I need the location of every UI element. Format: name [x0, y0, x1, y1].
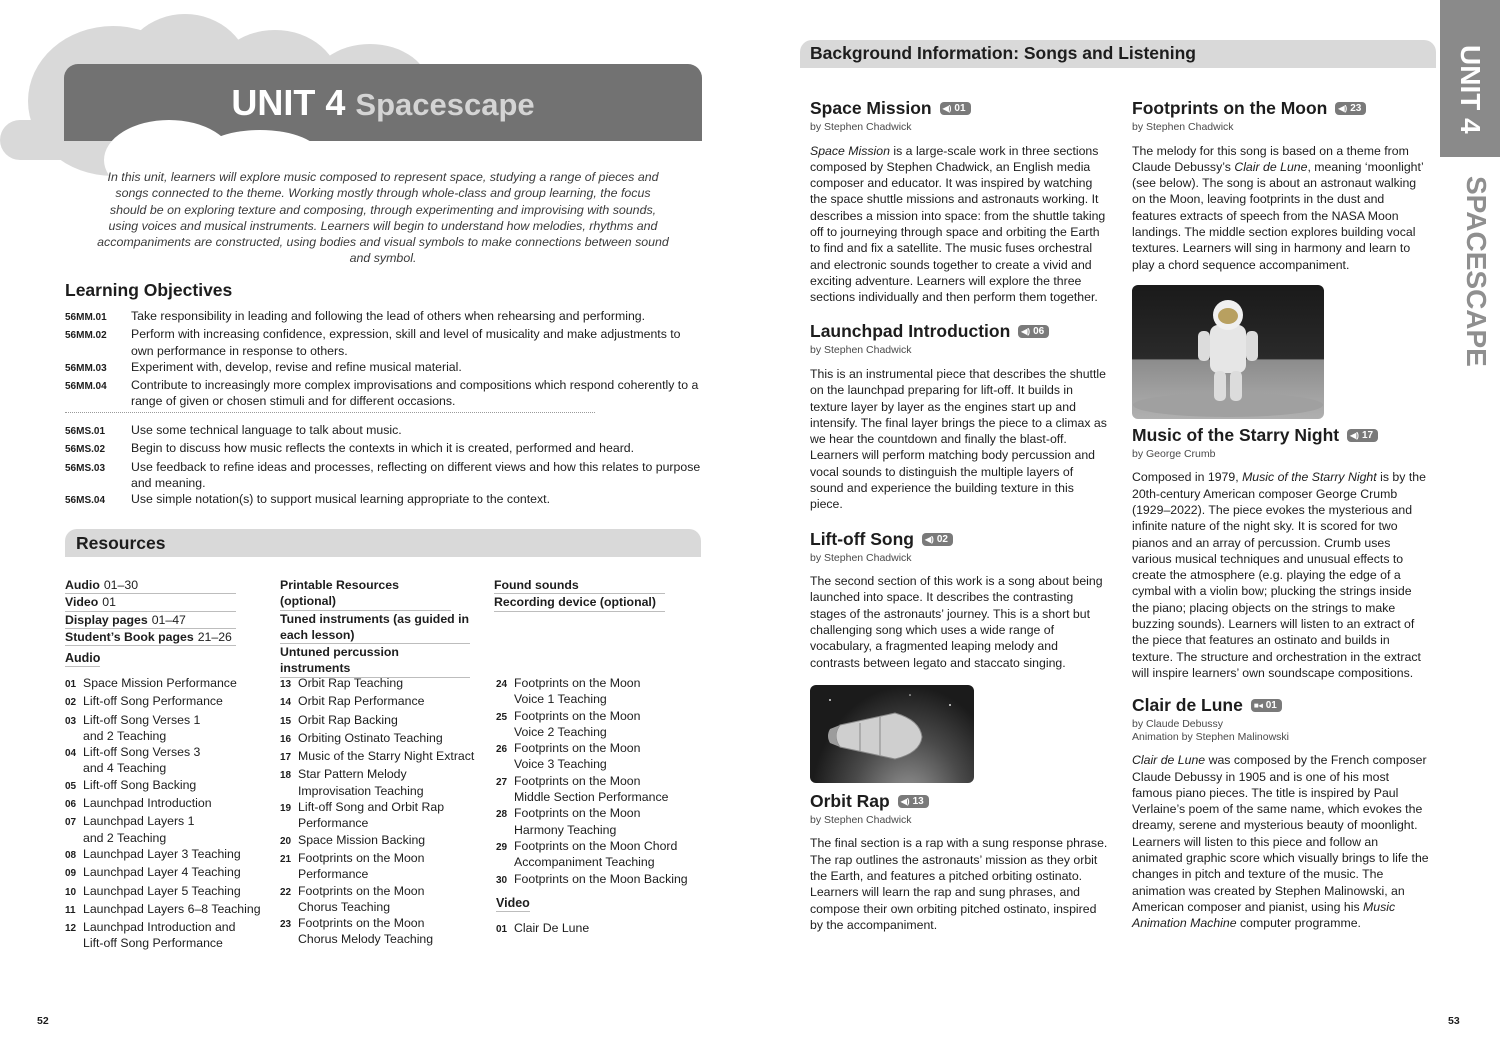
- objective-text: Perform with increasing confidence, expression, skill and level of musicality and make adjustments to own performance in response to others.: [131, 327, 681, 358]
- track-number: 20: [280, 835, 292, 847]
- track-number: 23: [280, 919, 292, 931]
- page-number-right: 53: [1448, 1015, 1460, 1027]
- astronaut-illustration: [1132, 285, 1324, 419]
- track-item: [496, 708, 706, 741]
- song-title: Space Mission: [810, 98, 932, 118]
- track-number: 22: [280, 886, 292, 898]
- audio-badge: ◀) 13: [898, 795, 929, 808]
- track-number: 01: [65, 679, 77, 690]
- track-title: Footprints on the Moon Middle Section Performance: [514, 773, 669, 805]
- audio-badge: ◀) 06: [1018, 325, 1049, 338]
- objectives-heading: Learning Objectives: [65, 280, 233, 300]
- track-number: 06: [65, 799, 77, 811]
- track-title: Launchpad Layers 1 and 2 Teaching: [83, 814, 195, 845]
- track-title: Lift-off Song Verses 1 and 2 Teaching: [83, 712, 201, 743]
- song-description: The melody for this song is based on a theme from Claude Debussy’s Clair de Lune, meaning ‘moonlight’ (see below). The song is about an astronaut walking on the Moon, leaving footprints in the dust and features extracts of speech from the NASA Moon landings. The middle section explores building vocal textures. Learners will sing in harmony and learn to play a chord sequence accompaniment.: [1132, 143, 1424, 272]
- video-heading: Video: [496, 896, 530, 910]
- track-number: 21: [280, 853, 292, 865]
- track-title: Launchpad Layer 4 Teaching: [83, 865, 241, 880]
- track-number: 11: [65, 904, 76, 916]
- background-heading: Background Information: Songs and Listening: [810, 43, 1196, 63]
- track-number: 18: [280, 770, 292, 782]
- track-item: [65, 901, 275, 919]
- objective-row: [65, 377, 705, 410]
- track-item: [496, 675, 706, 708]
- song-title: Launchpad Introduction: [810, 321, 1011, 342]
- track-item: [65, 813, 275, 846]
- song-orbit: [810, 791, 1110, 933]
- track-item: [280, 730, 492, 748]
- objective-text: Use simple notation(s) to support musical learning appropriate to the context.: [131, 492, 550, 507]
- track-item: [65, 846, 275, 864]
- track-number: 29: [496, 841, 508, 853]
- resource-tuned: Tuned instruments (as guided in each lesson): [280, 611, 470, 645]
- objective-text: Take responsibility in leading and following the lead of others when rehearsing and performing.: [131, 309, 646, 323]
- objective-row: [65, 326, 705, 359]
- audio-list-3: [496, 675, 706, 889]
- track-item: [280, 675, 492, 693]
- objective-row: [65, 491, 705, 509]
- speaker-icon: ◀): [942, 104, 952, 113]
- track-title: Footprints on the Moon Voice 2 Teaching: [514, 708, 641, 739]
- track-number: 07: [65, 817, 77, 829]
- track-item: [280, 748, 492, 766]
- track-number: 04: [65, 748, 77, 760]
- divider: [65, 412, 595, 413]
- song-title: Lift-off Song: [810, 528, 914, 549]
- unit-title: [64, 82, 702, 124]
- track-title: Footprints on the Moon Harmony Teaching: [514, 806, 641, 837]
- track-title: Footprints on the Moon Voice 3 Teaching: [514, 741, 641, 772]
- resource-found: Found sounds: [494, 577, 665, 594]
- objective-text: Begin to discuss how music reflects the contexts in which it is created, performed and heard.: [131, 441, 635, 456]
- track-number: 05: [65, 780, 77, 792]
- song-launchpad: [810, 321, 1110, 512]
- track-title: Lift-off Song and Orbit Rap Performance: [298, 800, 445, 831]
- track-number: 24: [496, 679, 508, 690]
- objective-row: [65, 440, 705, 458]
- animation-author: Animation by Stephen Malinowski: [1132, 730, 1289, 743]
- track-item: [65, 883, 275, 901]
- resource-item: [65, 612, 236, 629]
- song-description: The second section of this work is a song about being launched into space. It describes the contrasting stages of the astronauts’ journey. This is a short but challenging song which uses a wide range of vocabulary, a fragmented leaping melody and contrasts between legato and staccato singing.: [810, 574, 1103, 670]
- resource-item: [65, 594, 236, 611]
- track-title: Clair De Lune: [514, 921, 590, 935]
- objective-row: [65, 308, 705, 326]
- unit-name: Spacescape: [355, 87, 535, 122]
- unit-label: UNIT 4: [231, 82, 346, 123]
- track-title: Launchpad Layer 3 Teaching: [83, 846, 241, 861]
- track-item: [65, 744, 275, 777]
- audio-heading: Audio: [65, 651, 101, 665]
- speaker-icon: ◀): [1338, 104, 1348, 113]
- resource-range: 01–47: [151, 612, 186, 627]
- track-item: [280, 915, 492, 948]
- resources-bar: [65, 529, 701, 557]
- song-description: Space Mission is a large-scale work in three sections composed by Stephen Chadwick, an English media composer and educator. It was inspired by watching the space shuttle missions and astronauts working. It describes a mission into space: from the shuttle taking off to journeying through space and orbiting the Earth to find and fix a satellite. The music fuses orchestral and electronic sounds together to create a vivid and exciting adventure. Learners will explore the three sections individually and then perform them together.: [810, 143, 1106, 305]
- track-title: Lift-off Song Backing: [83, 777, 197, 792]
- track-item: [496, 773, 706, 806]
- track-number: 15: [280, 715, 292, 727]
- objective-code: 56MM.03: [65, 362, 107, 374]
- track-item: [496, 805, 706, 838]
- objective-text: Contribute to increasingly more complex improvisations and compositions which respond coherently to a range of given or chosen stimuli and for different occasions.: [131, 378, 699, 409]
- video-list: [496, 920, 706, 938]
- objectives-list-ms: [65, 422, 705, 509]
- track-item: [280, 693, 492, 711]
- song-starry-night: [1132, 425, 1432, 681]
- song-footprints: [1132, 98, 1432, 273]
- resource-untuned: Untuned percussion instruments: [280, 644, 470, 678]
- unit-intro: In this unit, learners will explore music composed to represent space, studying a range of pieces and songs connected to the theme. Working mostly through whole-class and group learning, the focus should be on exploring texture and composing, through experimenting and improvising with sounds, using voices and musical instruments. Learners will begin to understand how melodies, rhythms and accompaniments are constructed, using bodies and visual symbols to make connections between sound and symbol.: [97, 170, 669, 266]
- track-title: Star Pattern Melody Improvisation Teaching: [298, 767, 424, 798]
- track-title: Lift-off Song Performance: [83, 694, 223, 709]
- column-left: [810, 98, 1110, 947]
- track-title: Footprints on the Moon Performance: [298, 850, 425, 882]
- objective-text: Use feedback to refine ideas and processes, reflecting on different views and how this relates to purpose and meaning.: [131, 459, 701, 490]
- track-title: Footprints on the Moon Backing: [514, 871, 688, 886]
- track-item: [496, 838, 706, 871]
- resources-col-1: [65, 577, 236, 646]
- track-item: [280, 712, 492, 730]
- track-title: Space Mission Backing: [298, 832, 426, 847]
- audio-list-1: [65, 675, 275, 952]
- track-item: [280, 766, 492, 799]
- song-space-mission: [810, 98, 1110, 305]
- track-number: 28: [496, 809, 508, 821]
- objective-row: [65, 459, 705, 492]
- speaker-icon: ◀): [1021, 327, 1031, 337]
- track-item: [280, 799, 492, 832]
- track-item: [496, 740, 706, 773]
- speaker-icon: ◀): [1350, 430, 1359, 440]
- track-title: Launchpad Layer 5 Teaching: [83, 883, 241, 898]
- objective-text: Use some technical language to talk about music.: [131, 423, 402, 437]
- resource-item: [65, 577, 236, 594]
- objective-code: 56MS.04: [65, 495, 106, 507]
- resource-label: Video: [65, 595, 99, 610]
- tab-unit-label: UNIT 4: [1455, 45, 1486, 134]
- objective-code: 56MS.01: [65, 426, 106, 437]
- track-number: 13: [280, 679, 292, 690]
- track-number: 26: [496, 744, 508, 756]
- track-item: [65, 712, 275, 745]
- astronaut-image: [1132, 285, 1324, 419]
- objective-text: Experiment with, develop, revise and refine musical material.: [131, 359, 462, 374]
- track-title: Orbiting Ostinato Teaching: [298, 730, 443, 745]
- audio-badge: ◀) 23: [1335, 102, 1366, 115]
- video-badge: ■◂ 01: [1251, 699, 1282, 712]
- track-title: Launchpad Layers 6–8 Teaching: [83, 901, 261, 916]
- audio-list-2: [280, 675, 492, 948]
- track-item: [280, 832, 492, 850]
- track-title: Footprints on the Moon Chorus Melody Teaching: [298, 916, 434, 947]
- objective-code: 56MS.03: [65, 462, 106, 474]
- track-item: [65, 864, 275, 882]
- audio-badge: ◀) 02: [922, 533, 953, 546]
- column-right: [1132, 98, 1432, 946]
- track-title: Orbit Rap Performance: [298, 694, 425, 709]
- objective-code: 56MS.02: [65, 444, 106, 456]
- track-item: [65, 777, 275, 795]
- background-banner: [800, 40, 1436, 68]
- track-item: [65, 795, 275, 813]
- track-title: Footprints on the Moon Chord Accompaniment Teaching: [514, 838, 678, 870]
- objective-code: 56MM.01: [65, 312, 107, 323]
- track-number: 12: [65, 923, 77, 935]
- resource-label: Student’s Book pages: [65, 629, 194, 644]
- track-item: [65, 919, 275, 952]
- speaker-icon: ◀): [924, 534, 934, 544]
- track-item: [496, 871, 706, 889]
- track-number: 02: [65, 697, 77, 709]
- track-item: [65, 693, 275, 711]
- spacecraft-illustration: [810, 685, 974, 783]
- track-title: Space Mission Performance: [83, 676, 237, 690]
- track-number: 30: [496, 874, 508, 886]
- track-number: 16: [280, 733, 292, 745]
- speaker-icon: ◀): [900, 796, 910, 806]
- song-description: Clair de Lune was composed by the French composer Claude Debussy in 1905 and is one of his most famous piano pieces. The title is inspired by Paul Verlaine’s poem of the same name, which evokes the dreamy, serene and mysterious beauty of moonlight. Learners will listen to this piece and follow an animated graphic score which visually brings to life the changes in pitch and texture of the music. The animation was created by Stephen Malinowski, an American composer and pianist, using his Music Animation Machine computer programme.: [1132, 753, 1429, 931]
- song-author: by Stephen Chadwick: [810, 813, 912, 826]
- track-number: 10: [65, 886, 77, 898]
- resource-recording: Recording device (optional): [494, 594, 665, 611]
- track-item: [280, 850, 492, 883]
- objective-code: 56MM.02: [65, 330, 107, 342]
- track-number: 01: [496, 924, 508, 935]
- resource-printable: Printable Resources (optional): [280, 577, 451, 611]
- page-number-left: 52: [37, 1015, 49, 1027]
- track-title: Launchpad Introduction and Lift-off Song Performance: [83, 920, 236, 951]
- spacecraft-image: [810, 685, 974, 783]
- track-title: Lift-off Song Verses 3 and 4 Teaching: [83, 745, 201, 776]
- track-title: Launchpad Introduction: [83, 796, 212, 811]
- video-camera-icon: ■◂: [1253, 701, 1263, 711]
- track-number: 17: [280, 752, 292, 764]
- track-item: [65, 675, 275, 693]
- resources-heading: Resources: [76, 533, 166, 553]
- track-number: 25: [496, 711, 508, 723]
- resource-item: [65, 629, 236, 646]
- resource-range: 01–30: [103, 578, 139, 592]
- track-title: Orbit Rap Backing: [298, 712, 398, 727]
- track-title: Footprints on the Moon Voice 1 Teaching: [514, 676, 641, 707]
- song-author: by Stephen Chadwick: [1132, 121, 1234, 133]
- resource-label: Display pages: [65, 612, 148, 627]
- song-title: Music of the Starry Night: [1132, 424, 1340, 445]
- resource-label: Audio: [65, 578, 100, 592]
- track-title: Music of the Starry Night Extract: [298, 749, 475, 764]
- audio-badge: ◀) 17: [1347, 429, 1378, 442]
- objective-row: [65, 422, 705, 440]
- resource-range: 01: [102, 595, 116, 610]
- track-item: [496, 920, 706, 938]
- song-author: by Claude Debussy: [1132, 718, 1224, 731]
- song-title: Orbit Rap: [810, 790, 890, 811]
- song-description: Composed in 1979, Music of the Starry Night is by the 20th-century American composer George Crumb (1929–2022). The piece evokes the mysterious and infinite nature of the night sky. It is scored for two pianos and an array of percussion. Crumb uses various musical techniques and unusual effects to create the atmosphere (e.g. playing the edge of a cymbal with a violin bow; plucking the strings inside the piano; placing objects on the strings to make buzzing sounds). Learners will listen to an extract of the piece that features an ostinato and builds in texture. The structure and orchestration in the extract will inspire learners’ own soundscape compositions.: [1132, 470, 1426, 680]
- track-number: 27: [496, 776, 508, 788]
- track-title: Footprints on the Moon Chorus Teaching: [298, 883, 425, 914]
- right-page: [750, 0, 1500, 1061]
- song-author: by George Crumb: [1132, 447, 1216, 460]
- song-liftoff: [810, 529, 1110, 671]
- track-number: 03: [65, 715, 77, 727]
- song-author: by Stephen Chadwick: [810, 121, 912, 133]
- song-author: by Stephen Chadwick: [810, 344, 912, 357]
- resource-range: 21–26: [197, 629, 232, 644]
- song-description: This is an instrumental piece that describes the shuttle on the launchpad preparing for lift-off. It builds in texture layer by layer as the engines start up and intensify. The final layer brings the piece to a climax as we hear the countdown and finally the blast-off. Learners will perform matching body percussion and vocal sounds to distinguish the multiple layers of sound and experience the building texture in this piece.: [810, 366, 1107, 512]
- objectives-list-mm: [65, 308, 705, 410]
- tab-unit-name: SPACESCAPE: [1461, 176, 1492, 367]
- track-number: 19: [280, 803, 292, 815]
- song-author: by Stephen Chadwick: [810, 551, 912, 564]
- resources-col-2: [280, 577, 470, 678]
- track-number: 08: [65, 849, 77, 861]
- track-number: 09: [65, 868, 77, 880]
- song-title: Clair de Lune: [1132, 695, 1243, 716]
- song-description: The final section is a rap with a sung response phrase. The rap outlines the astronauts’ mission as they orbit the Earth, and features a pitched orbiting ostinato. Learners will learn the rap and sung phrases, and compose their own orbiting pitched ostinato, inspired by the accompaniment.: [810, 836, 1108, 932]
- song-title: Footprints on the Moon: [1132, 98, 1328, 118]
- objective-row: [65, 359, 705, 377]
- objective-code: 56MM.04: [65, 381, 107, 393]
- resources-col-3: [494, 577, 665, 612]
- track-item: [280, 883, 492, 916]
- audio-badge: ◀) 01: [940, 102, 971, 115]
- song-clair-de-lune: [1132, 695, 1432, 931]
- track-number: 14: [280, 697, 292, 709]
- track-title: Orbit Rap Teaching: [298, 676, 404, 690]
